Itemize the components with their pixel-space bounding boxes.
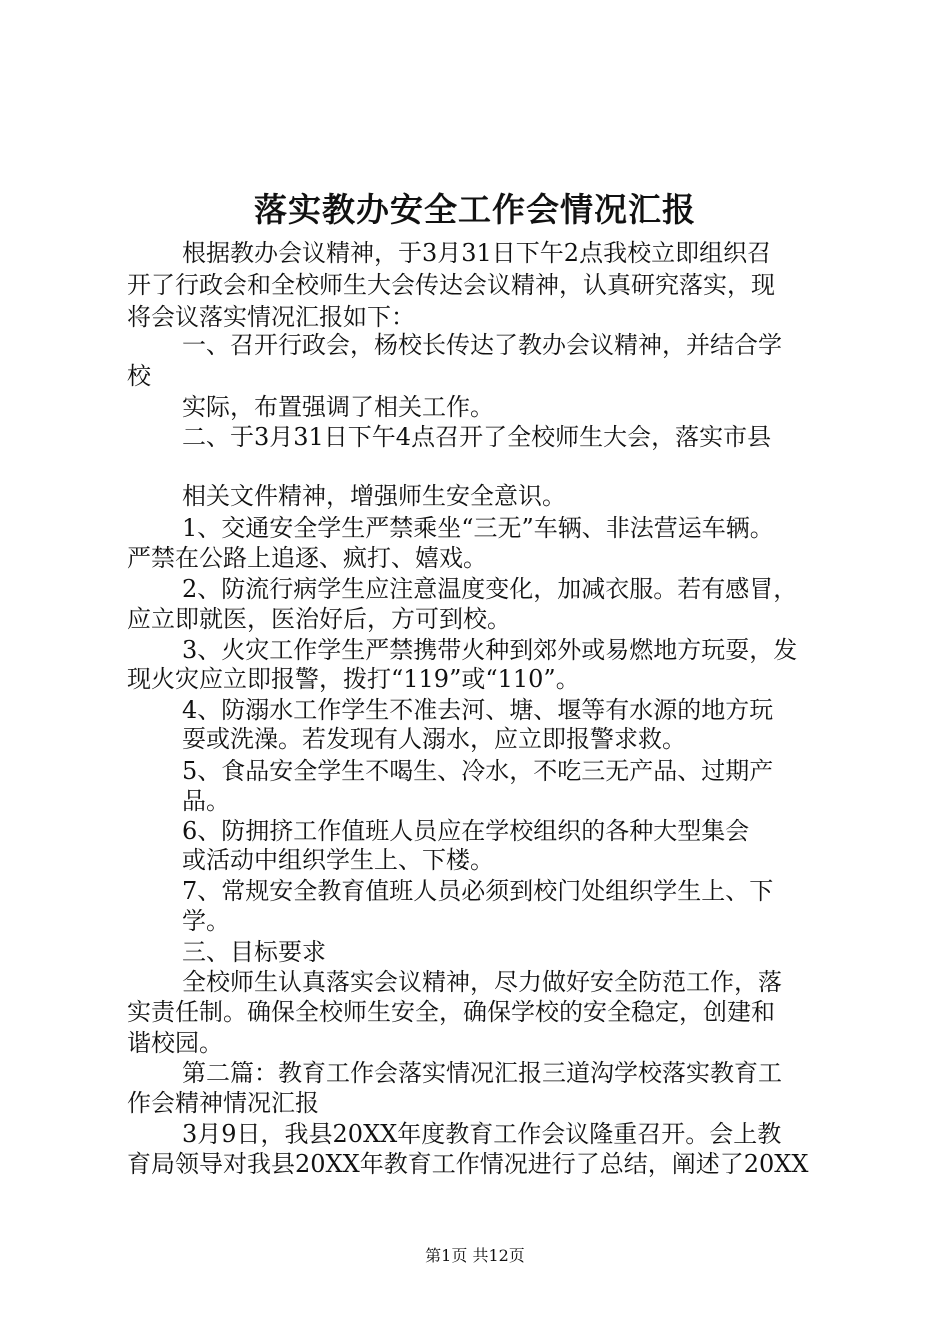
text-line: 将会议落实情况汇报如下： (127, 303, 415, 331)
text-line: 三、目标要求 (182, 938, 326, 966)
page-number: 第1页 共12页 (425, 1246, 525, 1265)
text-line: 一、召开行政会，杨校长传达了教办会议精神，并结合学 (182, 331, 782, 359)
text-line: 3月9日，我县20XX年度教育工作会议隆重召开。会上教 (182, 1120, 782, 1148)
text-line: 育局领导对我县20XX年教育工作情况进行了总结，阐述了20XX (127, 1150, 809, 1178)
text-line: 7、常规安全教育值班人员必须到校门处组织学生上、下 (182, 877, 774, 905)
text-line: 实责任制。确保全校师生安全，确保学校的安全稳定，创建和 (127, 998, 775, 1026)
text-line: 学。 (182, 907, 230, 935)
text-line: 1、交通安全学生严禁乘坐“三无”车辆、非法营运车辆。 (182, 514, 774, 542)
text-line: 2、防流行病学生应注意温度变化，加减衣服。若有感冒， (182, 575, 798, 603)
text-line: 作会精神情况汇报 (127, 1089, 319, 1117)
text-line: 5、食品安全学生不喝生、冷水，不吃三无产品、过期产 (182, 757, 774, 785)
text-line: 现火灾应立即报警，拨打“119”或“110”。 (127, 665, 580, 693)
text-line: 应立即就医，医治好后，方可到校。 (127, 605, 511, 633)
text-line: 耍或洗澡。若发现有人溺水，应立即报警求救。 (182, 725, 686, 753)
text-line: 实际，布置强调了相关工作。 (182, 393, 494, 421)
text-line: 品。 (182, 787, 230, 815)
text-line: 根据教办会议精神，于3月31日下午2点我校立即组织召 (182, 239, 772, 267)
text-line: 全校师生认真落实会议精神，尽力做好安全防范工作，落 (182, 968, 782, 996)
text-line: 二、于3月31日下午4点召开了全校师生大会，落实市县 (182, 423, 772, 451)
text-line: 第二篇：教育工作会落实情况汇报三道沟学校落实教育工 (182, 1059, 782, 1087)
text-line: 严禁在公路上追逐、疯打、嬉戏。 (127, 544, 487, 572)
text-line: 谐校园。 (127, 1029, 223, 1057)
document-title: 落实教办安全工作会情况汇报 (254, 190, 696, 229)
text-line: 校 (127, 362, 151, 390)
text-line: 开了行政会和全校师生大会传达会议精神，认真研究落实，现 (127, 271, 775, 299)
text-line: 3、火灾工作学生严禁携带火种到郊外或易燃地方玩耍，发 (182, 636, 798, 664)
text-line: 相关文件精神，增强师生安全意识。 (182, 482, 566, 510)
text-line: 4、防溺水工作学生不准去河、塘、堰等有水源的地方玩 (182, 696, 774, 724)
text-line: 6、防拥挤工作值班人员应在学校组织的各种大型集会 (182, 817, 750, 845)
text-line: 或活动中组织学生上、下楼。 (182, 846, 494, 874)
